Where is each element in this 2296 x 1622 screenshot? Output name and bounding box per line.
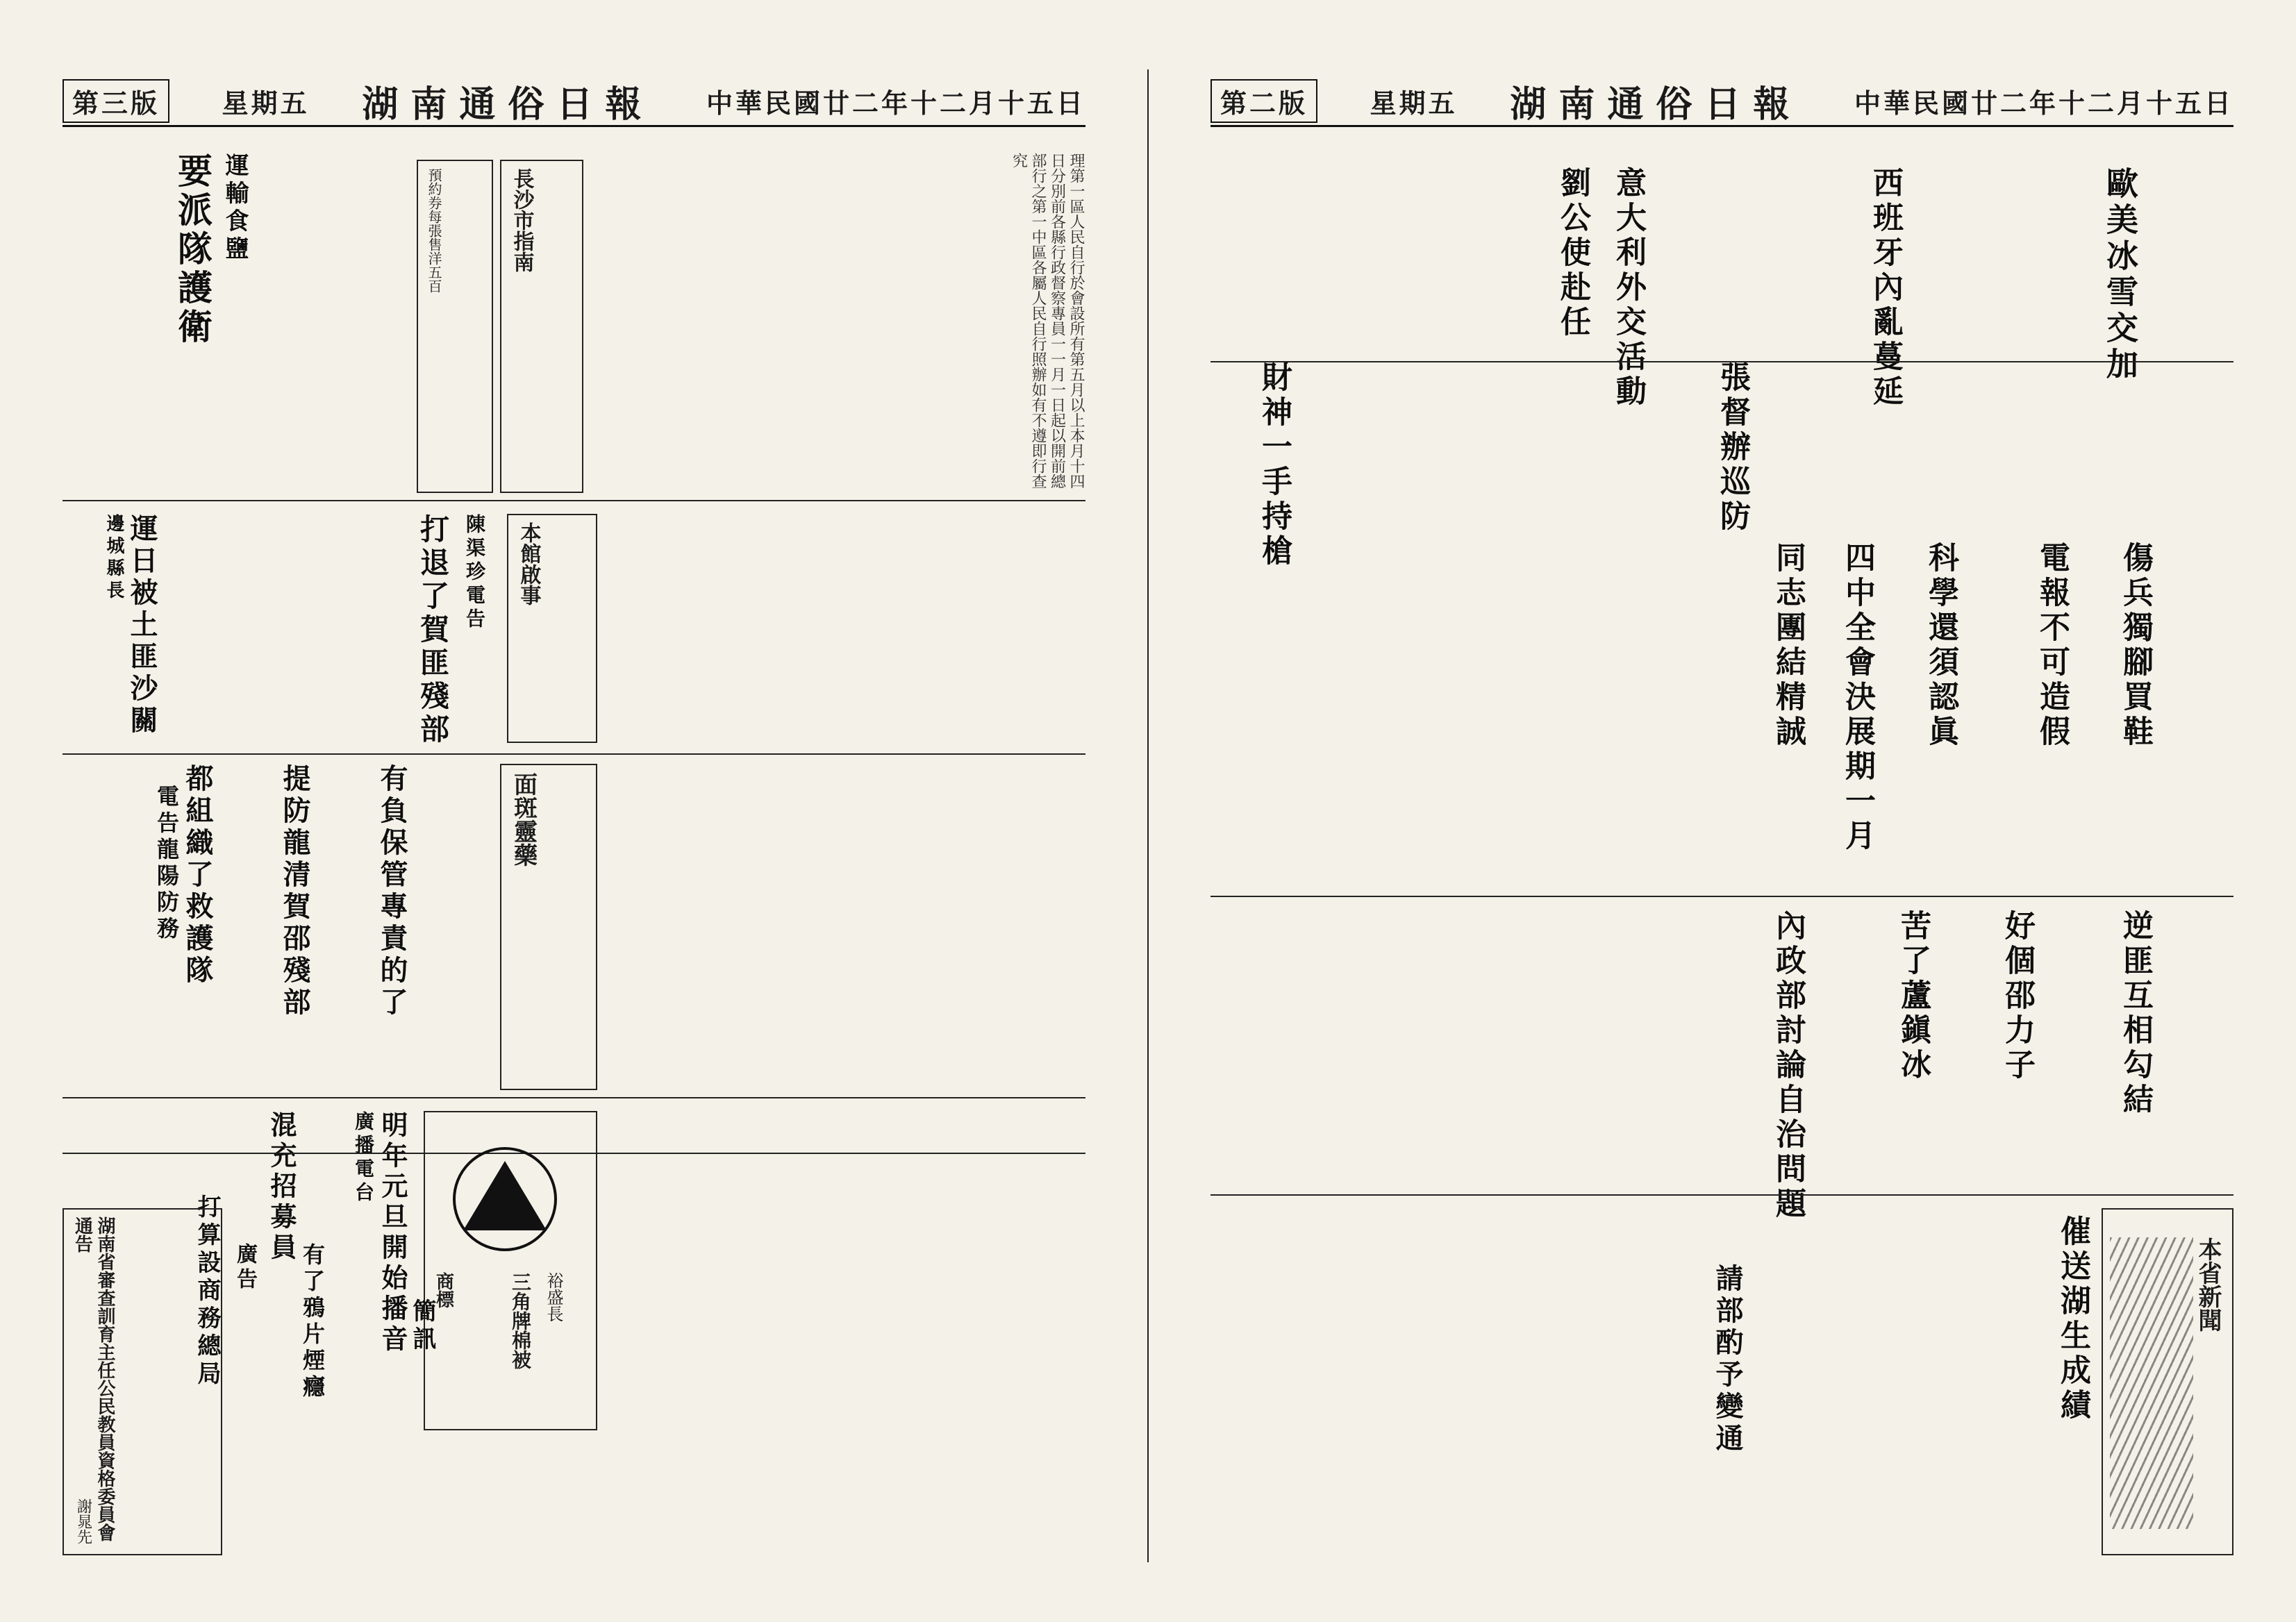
plant-illustration [2110, 1237, 2193, 1529]
weekday: 星期五 [1370, 87, 1458, 119]
masthead [1211, 76, 2233, 127]
ad-title: 長沙市指南 [509, 168, 534, 272]
section-rule [1211, 361, 2233, 362]
section-rule [63, 500, 1085, 501]
section-rule [1211, 896, 2233, 897]
trademark-box [424, 1111, 597, 1430]
headline: 有負保管專責的了 [376, 764, 408, 1019]
headline: 四中全會決展期一月 [1840, 542, 1875, 854]
ad-box-detail [417, 160, 493, 493]
paper-title: 湖南通俗日報 [362, 83, 654, 126]
headline: 運日被土匪沙關 [126, 514, 158, 737]
headline: 陳渠珍電告 [463, 514, 486, 632]
headline: 意大利外交活動 [1611, 167, 1646, 410]
trademark-title: 商標 [433, 1272, 454, 1308]
brand-name: 三角牌棉被 [509, 1272, 532, 1369]
headline: 請部酌予變通 [1711, 1264, 1744, 1455]
notice-title: 湖南省審查訓育主任公民教員資格委員會通告 [72, 1216, 115, 1541]
maker-name: 裕盛長 [544, 1272, 563, 1322]
headline: 運輸食鹽 [221, 153, 249, 264]
headline: 混充招募員 [266, 1111, 297, 1264]
masthead [63, 76, 1085, 127]
headline: 科學還須認眞 [1923, 542, 1958, 750]
bottom-notice [63, 1208, 222, 1555]
medicine-box [500, 764, 597, 1090]
signer: 謝晁先 [74, 1498, 92, 1544]
section-rule [63, 753, 1085, 755]
headline: 西班牙內亂蔓延 [1867, 167, 1903, 410]
page-number: 第二版 [1211, 79, 1317, 123]
weekday: 星期五 [222, 87, 310, 119]
page-number: 第三版 [63, 79, 169, 123]
section-banner [2102, 1208, 2233, 1555]
headline: 打退了賀匪殘部 [416, 514, 450, 747]
headline: 歐美冰雪交加 [2102, 167, 2139, 383]
issue-date: 中華民國廿二年十二月十五日 [1854, 87, 2233, 119]
notice-title: 本館啟事 [516, 522, 541, 605]
section-rule [1211, 1194, 2233, 1196]
paper-title: 湖南通俗日報 [1510, 83, 1802, 126]
headline: 明年元旦開始播音 [377, 1111, 408, 1355]
section-rule [63, 1097, 1085, 1098]
headline: 提防龍清賀邵殘部 [278, 764, 311, 1019]
headline: 打算設商務總局 [193, 1194, 221, 1389]
article-body: 理第一區人民自行於會設所有第五月以上本月十四日分別前各縣行政督察專員一一月一日起以開前總部行之第一中區各屬人民自行照辦如有不遵即行查究 [1010, 153, 1085, 489]
headline: 電報不可造假 [2034, 542, 2070, 750]
headline: 好個邵力子 [1999, 910, 2035, 1083]
headline: 傷兵獨腳買鞋 [2118, 542, 2153, 750]
headline: 劉公使赴任 [1555, 167, 1590, 340]
section-title: 本省新聞 [2194, 1237, 2222, 1332]
headline: 財神一手持槍 [1256, 361, 1292, 569]
triangle-logo-icon [463, 1161, 547, 1230]
headline: 簡訊 [408, 1298, 436, 1354]
headline: 苦了蘆鎭冰 [1895, 910, 1931, 1083]
headline: 要派隊護衛 [172, 153, 213, 347]
headline: 同志團結精誠 [1770, 542, 1806, 750]
headline: 廣告 [233, 1243, 257, 1293]
ad-box [500, 160, 583, 493]
page-two [1148, 0, 2296, 1622]
headline: 廣播電台 [352, 1111, 375, 1205]
headline: 張督辦巡防 [1715, 361, 1750, 535]
issue-date: 中華民國廿二年十二月十五日 [706, 87, 1085, 119]
headline: 都組織了救護隊 [181, 764, 214, 987]
ad-line: 預約券每張售洋五百 [426, 168, 442, 293]
medicine-title: 面斑靈藥 [509, 772, 538, 867]
headline: 逆匪互相勾結 [2118, 910, 2153, 1118]
notice-box [507, 514, 597, 743]
headline: 有了鴉片煙癮 [299, 1243, 326, 1401]
headline: 電告龍陽防務 [153, 785, 180, 943]
headline: 內政部討論自治問題 [1770, 910, 1806, 1222]
headline: 催送湖生成績 [2055, 1215, 2090, 1423]
headline: 邊城縣長 [103, 514, 124, 603]
